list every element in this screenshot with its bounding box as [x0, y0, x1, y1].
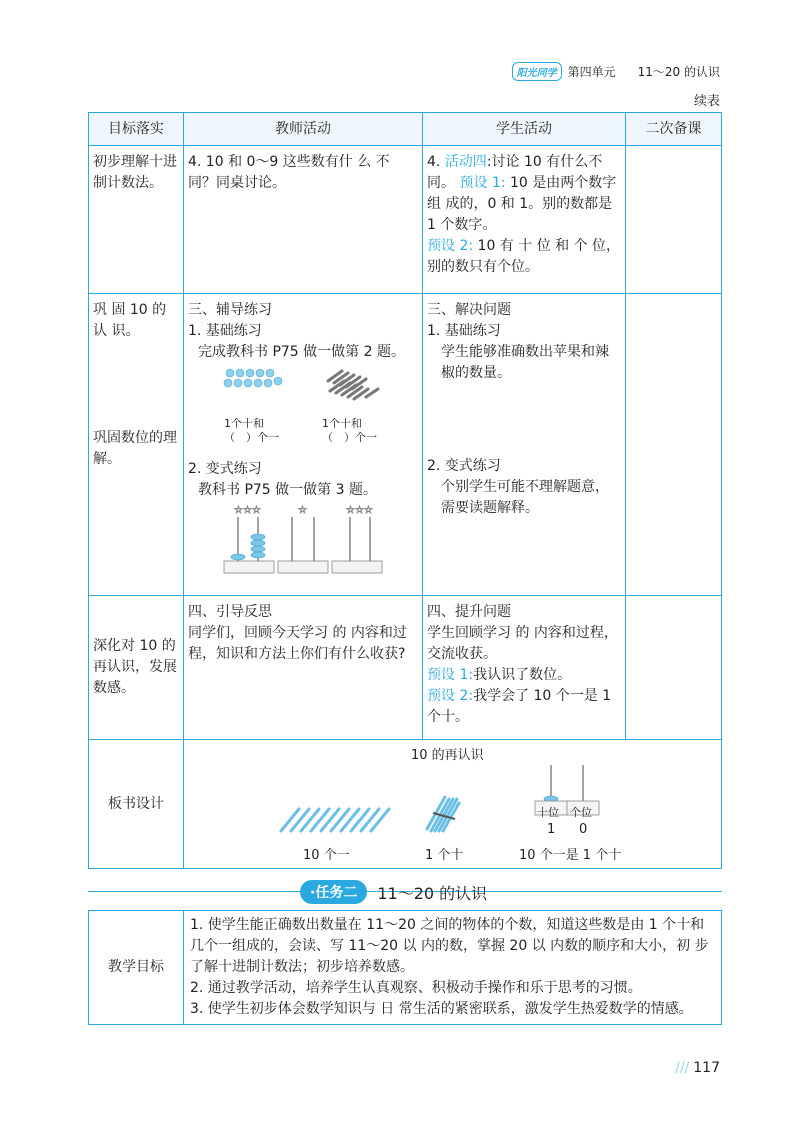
- board-label-cell: [89, 740, 184, 869]
- student-cell: [423, 596, 626, 740]
- activity-text: :讨论 10 有什么不同。: [427, 154, 603, 191]
- ones-digit: 0: [579, 822, 588, 837]
- task-title: 11～20 的认识: [377, 883, 488, 903]
- goals-content: [184, 911, 722, 1025]
- student-cell: [423, 294, 626, 596]
- preset1-label: 预设 1:: [459, 175, 506, 191]
- table-row: [89, 596, 722, 740]
- img2-caption1: 1个十和: [322, 417, 362, 430]
- goals-label: 教学目标: [89, 911, 184, 1025]
- col-header-teacher: 教师活动: [184, 113, 423, 146]
- teacher-sub2: 2. 变式练习: [188, 461, 262, 477]
- board-label: 板书设计: [108, 795, 164, 812]
- student-cell: [423, 146, 626, 294]
- teacher-text: 同学们，回顾今天学习 的 内容和过 程，知识和方法上你们有什么收获?: [188, 625, 407, 662]
- board-design-cell: [184, 740, 722, 869]
- teacher-sub2-text: 教科书 P75 做一做第 3 题。: [198, 482, 377, 498]
- teacher-cell: [184, 146, 423, 294]
- page-number: [675, 1060, 720, 1076]
- goal-item: 1. 使学生能正确数出数量在 11～20 之间的物体的个数，知道这些数是由 1 个十和几个一组成的，会读、写 11～20 以 内的数，掌握 20 以 内数的顺序和大小，初 步了解十进制计数法；初步培养数感。: [190, 917, 709, 975]
- goal-cell: [89, 146, 184, 294]
- teacher-cell: [184, 596, 423, 740]
- lesson-table: [88, 112, 722, 869]
- teacher-text: 4. 10 和 0～9 这些数有什 么 不 同？同桌讨论。: [188, 154, 390, 191]
- sticks-image: [279, 805, 399, 835]
- student-title: 三、解决问题: [427, 302, 511, 318]
- unit-label: 第四单元: [567, 65, 616, 79]
- brand-logo: 阳光同学: [512, 62, 562, 81]
- img1-caption2: （ ）个一: [224, 431, 279, 444]
- preset2-label: 预设 2:: [427, 688, 474, 704]
- student-sub1: 1. 基础练习: [427, 323, 501, 339]
- activity-label: 活动四: [444, 154, 487, 170]
- student-sub2-text: 个别学生可能不理解题意，需要读题解释。: [441, 479, 609, 516]
- goal-text: 初步理解十进制计数法。: [93, 154, 177, 191]
- student-sub1-text: 学生能够准确数出苹果和辣椒的数量。: [441, 344, 609, 381]
- svg-text:☆☆☆: ☆☆☆: [234, 505, 261, 516]
- preset2-text: 10 有 十 位 和 个 位，别的数只有个位。: [427, 238, 621, 275]
- topic-label: 11～20 的认识: [637, 65, 720, 79]
- board-caption-3: 10 个一是 1 个十: [519, 848, 622, 863]
- abacus-exercise-image: [218, 503, 418, 575]
- bundle-image: [423, 795, 463, 835]
- board-caption-1: 10 个一: [303, 848, 350, 863]
- page-header: [512, 62, 720, 81]
- img2-caption2: （ ）个一: [322, 431, 377, 444]
- tens-digit: 1: [547, 822, 556, 837]
- page-number-text: 117: [693, 1060, 720, 1076]
- notes-cell: [626, 294, 722, 596]
- goal-cell: [89, 596, 184, 740]
- student-prefix: 4.: [427, 154, 441, 170]
- notes-cell: [626, 596, 722, 740]
- preset2-label: 预设 2:: [427, 238, 474, 254]
- notes-cell: [626, 146, 722, 294]
- teacher-cell: [184, 294, 423, 596]
- goal-text-b: 巩固数位的理解。: [93, 430, 177, 467]
- goal-item: 2. 通过教学活动，培养学生认真观察、积极动手操作和乐于思考的习惯。: [190, 980, 642, 996]
- goal-text: 深化对 10 的 再认识，发展 数感。: [93, 638, 177, 696]
- table-row: [89, 294, 722, 596]
- svg-text:☆: ☆: [298, 505, 307, 516]
- preset2-text: 我学会了 10 个一是 1 个十。: [427, 688, 612, 725]
- student-text: 学生回顾学习 的 内容和过程，交流收获。: [427, 625, 618, 662]
- svg-text:☆☆☆: ☆☆☆: [346, 505, 373, 516]
- tens-label: 十位: [537, 806, 559, 819]
- board-caption-2: 1 个十: [425, 848, 464, 863]
- table-header-row: [89, 113, 722, 146]
- preset1-text: 10 是由两个数字组 成的，0 和 1。别的数都是 1 个数字。: [427, 175, 617, 233]
- teacher-title: 三、辅导练习: [188, 302, 272, 318]
- col-header-goal: 目标落实: [89, 113, 184, 146]
- col-header-student: 学生活动: [423, 113, 626, 146]
- page-number-decoration: ///: [675, 1060, 690, 1076]
- table-row: [89, 911, 722, 1025]
- task-badge: ·任务二: [300, 880, 367, 904]
- teacher-sub1-text: 完成教科书 P75 做一做第 2 题。: [198, 344, 405, 360]
- table-row: [89, 146, 722, 294]
- preset1-text: 我认识了数位。: [473, 667, 572, 683]
- goal-item: 3. 使学生初步体会数学知识与 日 常生活的紧密联系，激发学生热爱数学的情感。: [190, 1001, 693, 1017]
- goal-cell: [89, 294, 184, 596]
- student-title: 四、提升问题: [427, 604, 511, 620]
- board-design: [185, 741, 720, 867]
- goals-table: [88, 910, 722, 1025]
- img1-caption1: 1个十和: [224, 417, 264, 430]
- continued-label: 续表: [693, 94, 720, 109]
- table-row: [89, 740, 722, 869]
- teacher-sub1: 1. 基础练习: [188, 323, 262, 339]
- teacher-title: 四、引导反思: [188, 604, 272, 620]
- task-heading: [300, 880, 487, 904]
- student-sub2: 2. 变式练习: [427, 458, 501, 474]
- preset1-label: 预设 1:: [427, 667, 474, 683]
- col-header-notes: 二次备课: [626, 113, 722, 146]
- ones-label: 个位: [570, 806, 592, 819]
- board-title: 10 的再认识: [411, 748, 484, 763]
- goal-text-a: 巩 固 10 的 认 识。: [93, 302, 167, 339]
